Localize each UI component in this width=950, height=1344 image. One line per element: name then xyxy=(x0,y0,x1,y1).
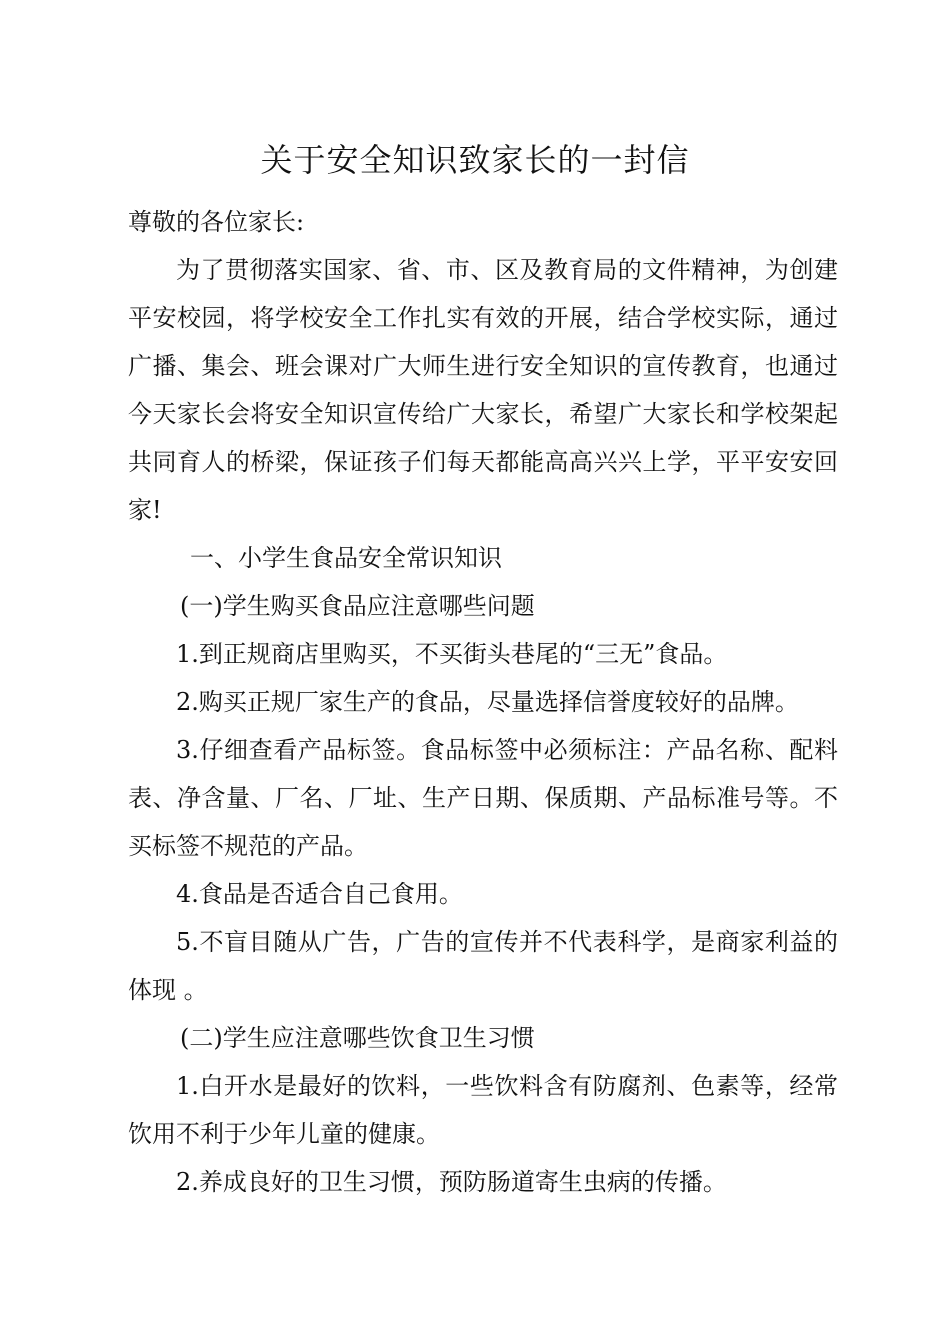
intro-paragraph: 为了贯彻落实国家、省、市、区及教育局的文件精神，为创建平安校园，将学校安全工作扎实有效的开展，结合学校实际，通过广播、集会、班会课对广大师生进行安全知识的宣传教育，也通过今天家长会将安全知识宣传给广大家长，希望广大家长和学校架起共同育人的桥梁，保证孩子们每天都能高高兴兴上学，平平安安回家! xyxy=(128,256,838,524)
list-item: 5.不盲目随从广告，广告的宣传并不代表科学，是商家利益的体现 。 xyxy=(128,928,838,1004)
section-heading: 一、小学生食品安全常识知识 xyxy=(190,544,502,572)
list-item: 1.白开水是最好的饮料，一些饮料含有防腐剂、色素等，经常饮用不利于少年儿童的健康。 xyxy=(128,1072,838,1148)
list-item: 1.到正规商店里购买，不买街头巷尾的“三无”食品。 xyxy=(176,640,728,668)
document-title: 关于安全知识致家长的一封信 xyxy=(260,141,690,179)
list-item: 2.购买正规厂家生产的食品，尽量选择信誉度较好的品牌。 xyxy=(176,688,799,716)
list-item: 4.食品是否适合自己食用。 xyxy=(176,880,463,908)
subsection-heading: (一)学生购买食品应注意哪些问题 xyxy=(180,592,535,620)
subsection-heading: (二)学生应注意哪些饮食卫生习惯 xyxy=(180,1024,535,1052)
letter-body xyxy=(128,198,838,1206)
list-item: 3.仔细查看产品标签。食品标签中必须标注：产品名称、配料表、净含量、厂名、厂址、生产日期、保质期、产品标准号等。不买标签不规范的产品。 xyxy=(128,736,838,860)
salutation: 尊敬的各位家长: xyxy=(128,208,305,236)
list-item: 2.养成良好的卫生习惯，预防肠道寄生虫病的传播。 xyxy=(176,1168,727,1196)
